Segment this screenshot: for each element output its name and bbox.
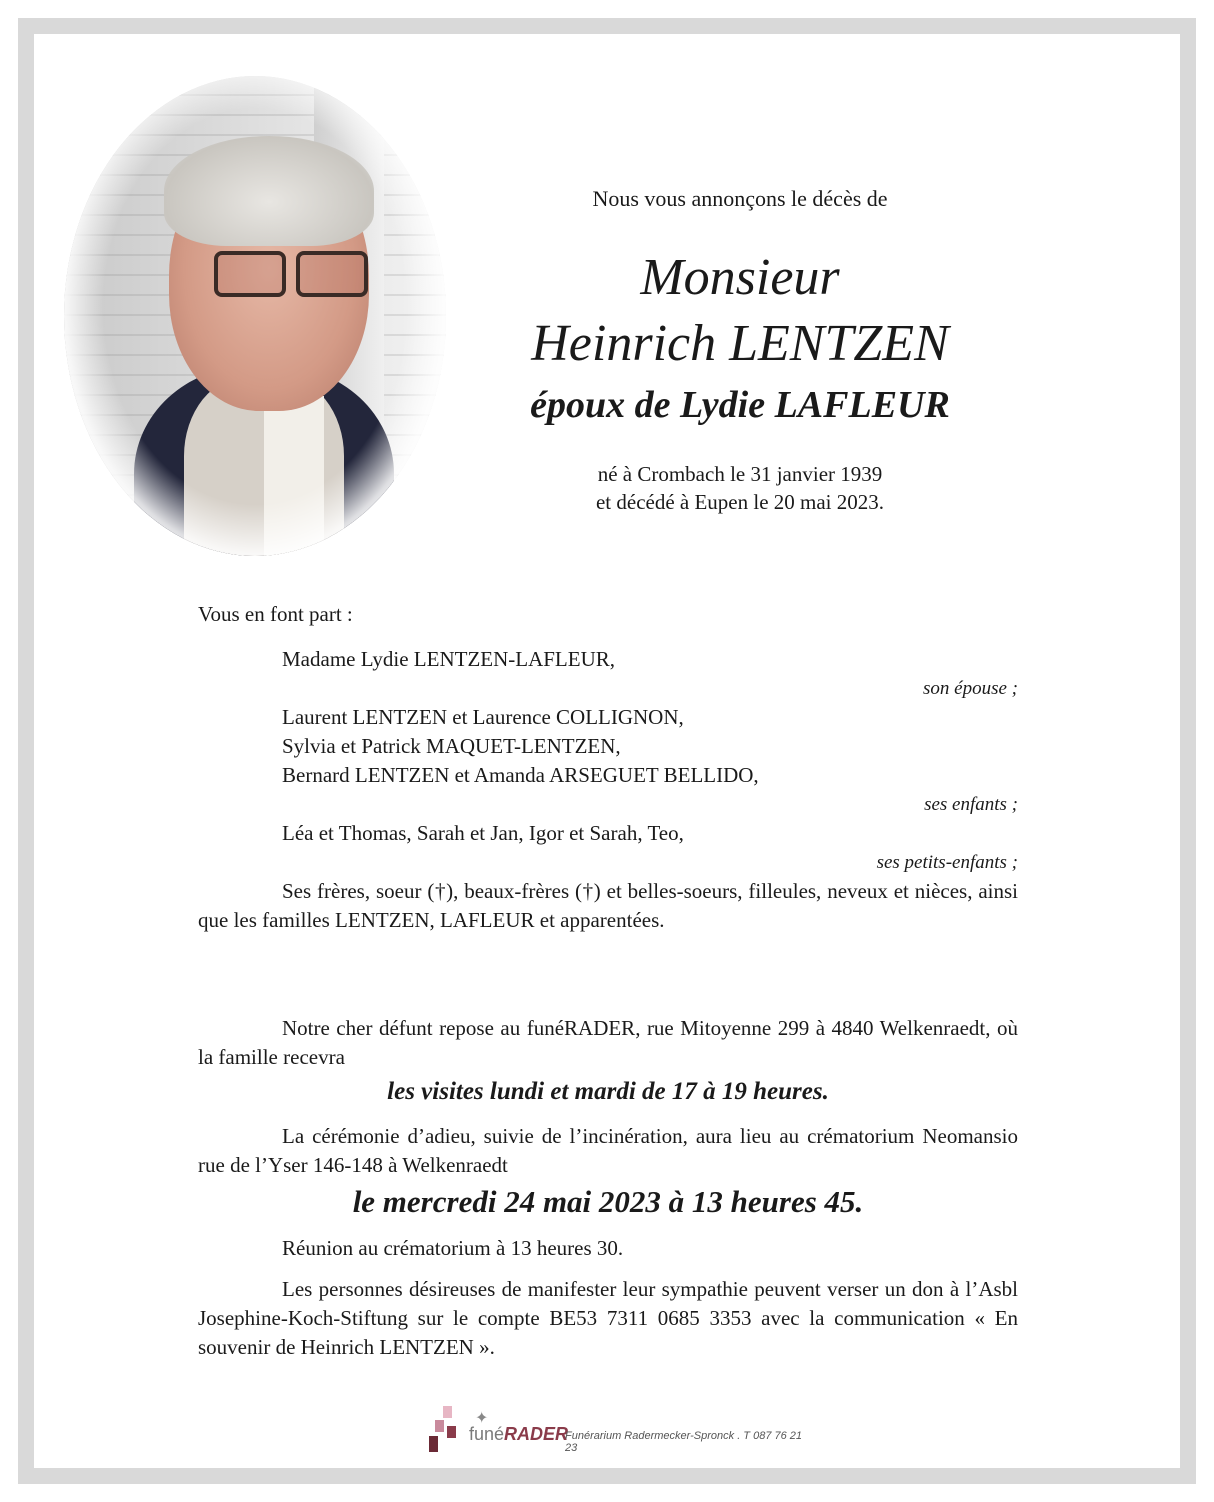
grandchildren-role: ses petits-enfants ;	[876, 852, 1018, 873]
donation-paragraph: Les personnes désireuses de manifester leur sympathie peuvent verser un don à l’Asbl Josephine-Koch-Stiftung sur le compte BE53 7311 0685 3353 avec la communication « En souvenir de Heinrich LENTZEN ».	[198, 1277, 1018, 1359]
ceremony-paragraph: La cérémonie d’adieu, suivie de l’incinération, aura lieu au crématorium Neomansio rue de l’Yser 146-148 à Welkenraedt	[198, 1124, 1018, 1177]
grandchildren: Léa et Thomas, Sarah et Jan, Igor et Sarah, Teo,	[282, 821, 684, 845]
deceased-name: Heinrich LENTZEN	[531, 315, 949, 372]
bird-icon: ✦	[475, 1410, 489, 1427]
announce-text: Nous vous annonçons le décès de	[592, 186, 888, 211]
spouse-line: époux de Lydie LAFLEUR	[530, 384, 950, 426]
children-role: ses enfants ;	[924, 794, 1018, 815]
other-relatives: Ses frères, soeur (†), beaux-frères (†) et belles-soeurs, filleules, neveux et nièces, ainsi que les familles LENTZEN, LAFLEUR et apparentées.	[198, 879, 1018, 932]
logo-square-2	[435, 1420, 444, 1432]
visits-line: les visites lundi et mardi de 17 à 19 heures.	[387, 1078, 829, 1105]
ceremony-date: le mercredi 24 mai 2023 à 13 heures 45.	[352, 1184, 864, 1219]
life-dates	[470, 460, 1010, 516]
family-intro: Vous en font part :	[198, 602, 353, 626]
logo-square-4	[429, 1436, 438, 1452]
family-section	[198, 600, 1018, 935]
rest-paragraph: Notre cher défunt repose au funéRADER, rue Mitoyenne 299 à 4840 Welkenraedt, où la famille recevra	[198, 1016, 1018, 1069]
child-2: Sylvia et Patrick MAQUET-LENTZEN,	[282, 734, 621, 758]
meeting-line: Réunion au crématorium à 13 heures 30.	[282, 1236, 624, 1260]
spouse-name: Madame Lydie LENTZEN-LAFLEUR,	[282, 647, 616, 671]
funeral-home-info: Funérarium Radermecker-Spronck . T 087 76 21 23	[565, 1430, 803, 1454]
salutation: Monsieur	[640, 249, 840, 306]
logo-square-1	[443, 1406, 452, 1418]
child-3: Bernard LENTZEN et Amanda ARSEGUET BELLIDO,	[282, 763, 759, 787]
arrangements-section	[198, 1014, 1018, 1362]
portrait-photo	[64, 76, 446, 556]
birth-line: né à Crombach le 31 janvier 1939	[597, 462, 883, 486]
death-line: et décédé à Eupen le 20 mai 2023.	[595, 490, 885, 514]
spouse-role: son épouse ;	[923, 678, 1018, 699]
child-1: Laurent LENTZEN et Laurence COLLIGNON,	[282, 705, 684, 729]
brand-name: funéRADER	[469, 1424, 569, 1444]
funeral-home-logo	[425, 1406, 805, 1456]
logo-square-3	[447, 1426, 456, 1438]
